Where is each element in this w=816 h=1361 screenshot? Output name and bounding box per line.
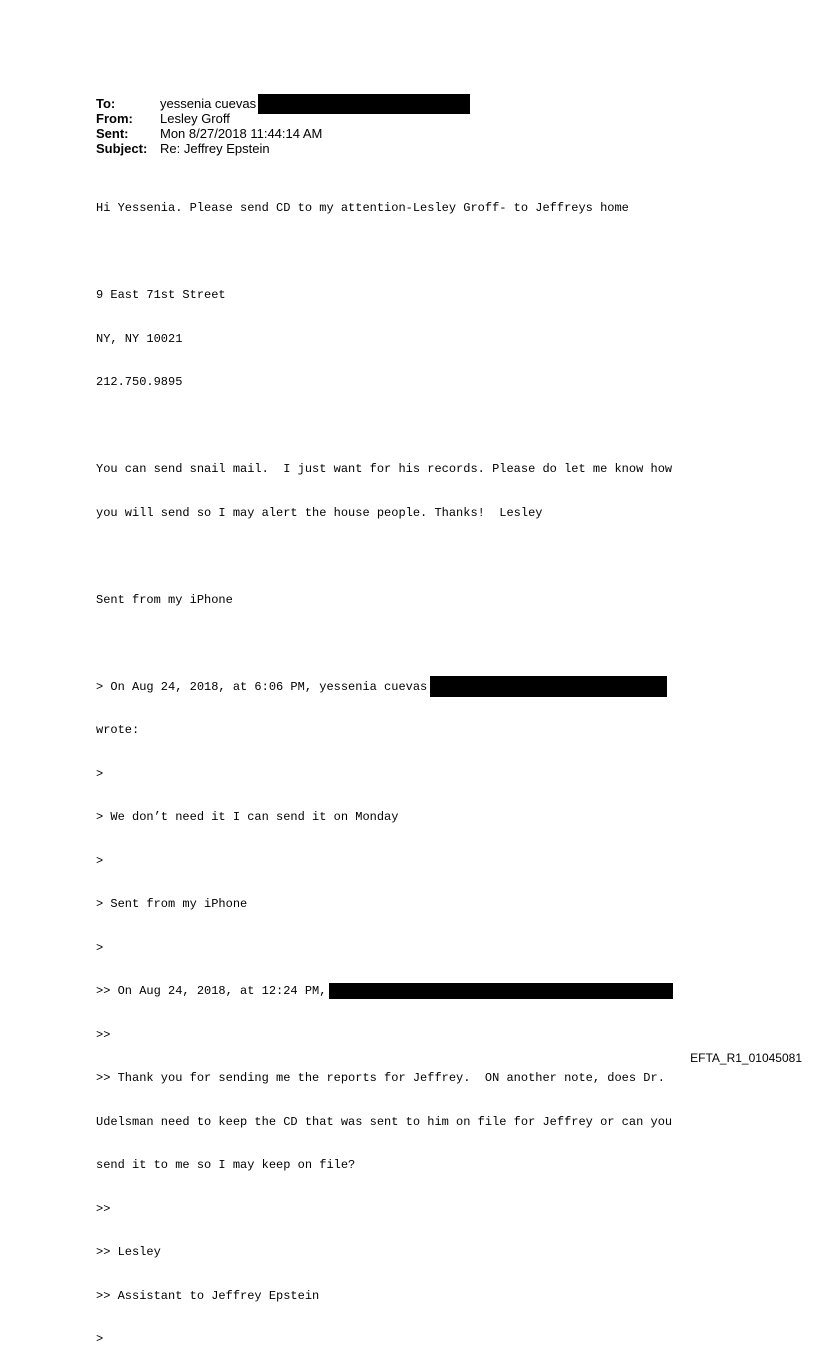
quote-line: > We don’t need it I can send it on Monday xyxy=(96,810,399,824)
quote-line: > xyxy=(96,766,104,781)
quote-line: Udelsman need to keep the CD that was sent to him on file for Jeffrey or can you xyxy=(96,1114,673,1129)
from-label: From: xyxy=(96,111,133,126)
address-line: 9 East 71st Street xyxy=(96,288,226,302)
redaction-bar xyxy=(329,983,673,999)
quote-line: >> Assistant to Jeffrey Epstein xyxy=(96,1288,320,1303)
quote-line: >> Lesley xyxy=(96,1245,161,1259)
quote-line: >> Thank you for sending me the reports for Jeffrey. ON another note, does Dr. xyxy=(96,1071,665,1085)
to-label: To: xyxy=(96,96,116,111)
redaction-bar xyxy=(258,94,470,114)
to-name: yessenia cuevas xyxy=(160,96,257,111)
document-id: EFTA_R1_01045081 xyxy=(690,1051,802,1065)
quote-line: > xyxy=(96,940,104,955)
email-body xyxy=(96,172,673,1361)
sent-label: Sent: xyxy=(96,126,129,141)
subject-row xyxy=(96,141,470,156)
sent-value: Mon 8/27/2018 11:44:14 AM xyxy=(160,126,323,141)
phone-line: 212.750.9895 xyxy=(96,375,183,389)
quote-line: > xyxy=(96,853,104,868)
greeting-line: Hi Yessenia. Please send CD to my attention-Lesley Groff- to Jeffreys home xyxy=(96,201,629,215)
paragraph-line: You can send snail mail. I just want for his records. Please do let me know how xyxy=(96,462,673,476)
quote-header-line xyxy=(96,984,673,999)
to-value xyxy=(160,96,470,111)
redaction-bar xyxy=(430,676,667,697)
email-header xyxy=(96,96,470,156)
subject-value: Re: Jeffrey Epstein xyxy=(160,141,270,156)
quote-line: wrote: xyxy=(96,723,140,737)
address-line: NY, NY 10021 xyxy=(96,331,183,346)
quote-header-text: >> On Aug 24, 2018, at 12:24 PM, xyxy=(96,984,327,998)
subject-label: Subject: xyxy=(96,141,148,156)
quote-header-line xyxy=(96,680,673,695)
quote-line: >> xyxy=(96,1027,111,1042)
quote-line: send it to me so I may keep on file? xyxy=(96,1158,356,1172)
to-row xyxy=(96,96,470,111)
from-value: Lesley Groff xyxy=(160,111,230,126)
quote-line: > Sent from my iPhone xyxy=(96,897,248,911)
quote-line: >> xyxy=(96,1201,111,1216)
quote-line: > xyxy=(96,1332,104,1346)
sent-row xyxy=(96,126,470,141)
paragraph-line: you will send so I may alert the house people. Thanks! Lesley xyxy=(96,505,543,520)
quote-header-text: > On Aug 24, 2018, at 6:06 PM, yessenia cuevas xyxy=(96,679,428,694)
signature-line: Sent from my iPhone xyxy=(96,592,233,607)
